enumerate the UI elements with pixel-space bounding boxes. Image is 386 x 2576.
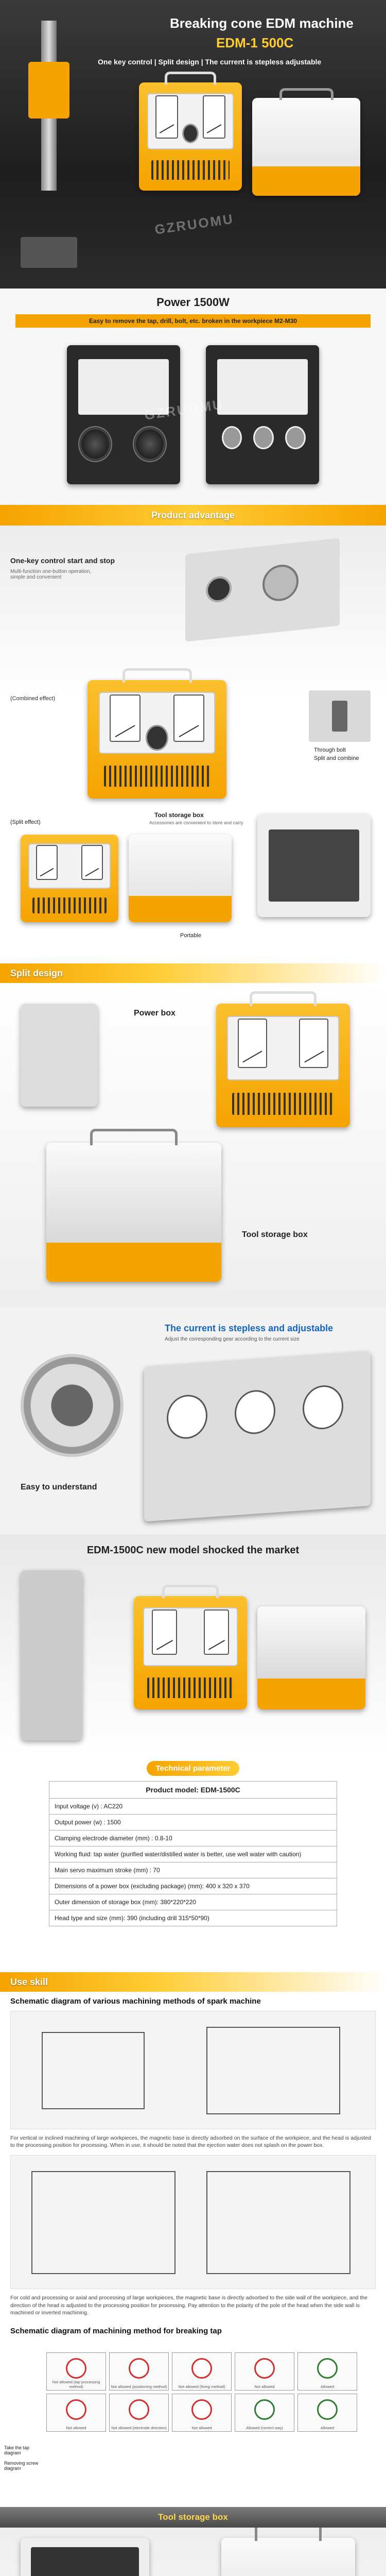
switch-panel-image xyxy=(185,538,340,642)
market-power-box xyxy=(134,1596,247,1709)
market-section xyxy=(0,1534,386,1756)
grid-cell: Not allowed (tap processing method) xyxy=(46,2352,106,2391)
params-banner: Technical parameter xyxy=(147,1761,240,1776)
breaking-grid xyxy=(46,2352,357,2432)
schem-title: Schematic diagram of various machining methods of spark machine xyxy=(10,1997,261,2006)
toolbox-stack-image xyxy=(221,2538,355,2576)
power-title: Power 1500W xyxy=(156,296,230,309)
side-label-1: Take the tap diagram xyxy=(4,2445,30,2455)
table-row xyxy=(49,1910,337,1926)
combined-machine-image xyxy=(87,680,226,799)
params-cell: Dimensions of a power box (excluding package) (mm): 400 x 320 x 370 xyxy=(49,1878,337,1894)
market-title: EDM-1500C new model shocked the market xyxy=(86,1545,300,1556)
split-banner-text: Split design xyxy=(10,968,63,978)
hero-title: Breaking cone EDM machine xyxy=(170,15,354,31)
table-row xyxy=(49,1862,337,1878)
current-knob-image xyxy=(21,1354,124,1457)
through-bolt-label: Through bolt xyxy=(314,747,346,753)
through-bolt-thumb xyxy=(309,690,371,742)
split-section xyxy=(0,983,386,1308)
hero-subtitle: One key control | Split design | The current is stepless adjustable xyxy=(98,58,322,66)
schem-para-1: For vertical or inclined machining of large workpieces, the magnetic base is directly adsorbed on the surface of the workpiece, and the head is adjusted to the processing position for processing. When in use, it should be noted that the ejection water does not splash on the power box. xyxy=(10,2135,371,2149)
hero-model: EDM-1 500C xyxy=(216,35,294,50)
use-banner xyxy=(0,1972,386,1992)
market-drill-image xyxy=(21,1570,82,1740)
use-section xyxy=(0,1992,386,2507)
tool-box-image xyxy=(252,98,360,196)
side-label-2: Removing screw diagram xyxy=(4,2461,39,2471)
params-cell: Working fluid: tap water (purified water/distilled water is better, use well water with caution) xyxy=(49,1846,337,1862)
watermark: GZRUOMU xyxy=(153,211,235,238)
power-desc-band xyxy=(15,314,371,328)
params-cell: Outer dimension of storage box (mm): 380*220*220 xyxy=(49,1894,337,1910)
breaking-title: Schematic diagram of machining method for breaking tap xyxy=(10,2326,222,2335)
table-row xyxy=(49,1894,337,1910)
grid-cell: Allowed (correct way) xyxy=(235,2394,294,2432)
split-toolbox-large xyxy=(46,1143,221,1282)
grid-cell: Not allowed xyxy=(235,2352,294,2391)
drill-head-image xyxy=(21,21,77,268)
params-cell: Output power (w) : 1500 xyxy=(49,1815,337,1831)
toolbox-title: Tool storage box xyxy=(154,811,204,819)
params-section xyxy=(0,1756,386,1972)
schem-diagram-1 xyxy=(10,2011,376,2129)
open-toolbox-image xyxy=(257,814,371,917)
advantage-banner xyxy=(0,505,386,526)
grid-cell: Not allowed xyxy=(46,2394,106,2432)
use-banner-text: Use skill xyxy=(10,1976,48,1987)
feature-desc: Multi-function one-button operation, simple and convenient xyxy=(10,569,92,580)
params-cell: Input voltage (v) : AC220 xyxy=(49,1799,337,1815)
easy-understand: Easy to understand xyxy=(21,1483,97,1492)
split-effect-label: (Split effect) xyxy=(10,819,41,825)
power-desc: Easy to remove the tap, drill, bolt, etc. broken in the workpiece M2-M30 xyxy=(89,317,297,325)
toolbox-banner xyxy=(0,2507,386,2528)
schem-para-2: For cold and processing or axial and processing of large workpieces, the magnetic base is directly adsorbed to the side wall of the workpiece, and the direction of the head is adjusted to the processing position for processing. Pay attention to the polarity of the pole of the head when the side wall is machined or inverted machining. xyxy=(10,2295,367,2316)
stepless-desc: Adjust the corresponding gear according to the current size xyxy=(165,1336,300,1342)
advantage-banner-text: Product advantage xyxy=(151,510,235,520)
params-table xyxy=(49,1781,337,1926)
table-row xyxy=(49,1815,337,1831)
panel-closeup-image xyxy=(144,1351,371,1522)
tool-box-label: Tool storage box xyxy=(242,1230,308,1239)
stepless-section xyxy=(0,1308,386,1534)
power-box-front-view xyxy=(206,345,319,484)
feature-title: One-key control start and stop xyxy=(10,556,115,565)
power-section xyxy=(0,289,386,505)
power-box-image xyxy=(139,82,242,191)
watermark: GZRUOMU xyxy=(143,396,225,423)
params-head-cell: Product model: EDM-1500C xyxy=(49,1782,337,1799)
split-power-box-large xyxy=(216,1004,350,1127)
market-tool-box xyxy=(257,1606,365,1709)
grid-cell: Not allowed (positioning method) xyxy=(109,2352,169,2391)
split-combine-label: Split and combine xyxy=(314,755,359,761)
toolbox-section xyxy=(0,2528,386,2576)
params-head-row xyxy=(49,1782,337,1799)
split-banner xyxy=(0,963,386,983)
grid-cell: Not allowed xyxy=(172,2394,232,2432)
params-cell: Clamping electrode diameter (mm) : 0.8-10 xyxy=(49,1831,337,1846)
split-tool-box-image xyxy=(129,835,232,922)
table-row xyxy=(49,1831,337,1846)
toolbox-desc: Accessories are convenient to store and carry xyxy=(149,820,243,825)
toolbox-banner-text: Tool storage box xyxy=(158,2512,228,2522)
power-box-label: Power box xyxy=(134,1009,176,1018)
advantage-section xyxy=(0,526,386,963)
schem-diagram-2 xyxy=(10,2155,376,2289)
table-row xyxy=(49,1846,337,1862)
split-power-box-image xyxy=(21,835,118,922)
table-row xyxy=(49,1878,337,1894)
toolbox-open-image xyxy=(21,2538,149,2576)
feature-panel xyxy=(0,546,386,639)
grid-cell: Not allowed (fixing method) xyxy=(172,2352,232,2391)
grid-cell: Not allowed (electrode direction) xyxy=(109,2394,169,2432)
params-cell: Head type and size (mm): 390 (including drill 315*50*90) xyxy=(49,1910,337,1926)
table-row xyxy=(49,1799,337,1815)
combined-label: (Combined effect) xyxy=(10,696,56,702)
portable-label: Portable xyxy=(180,933,201,939)
split-drill-image xyxy=(21,1004,98,1107)
grid-cell: Allowed xyxy=(297,2352,357,2391)
hero-section xyxy=(0,0,386,289)
stepless-title: The current is stepless and adjustable xyxy=(165,1323,334,1333)
grid-cell: Allowed xyxy=(297,2394,357,2432)
params-cell: Main servo maximum stroke (mm) : 70 xyxy=(49,1862,337,1878)
